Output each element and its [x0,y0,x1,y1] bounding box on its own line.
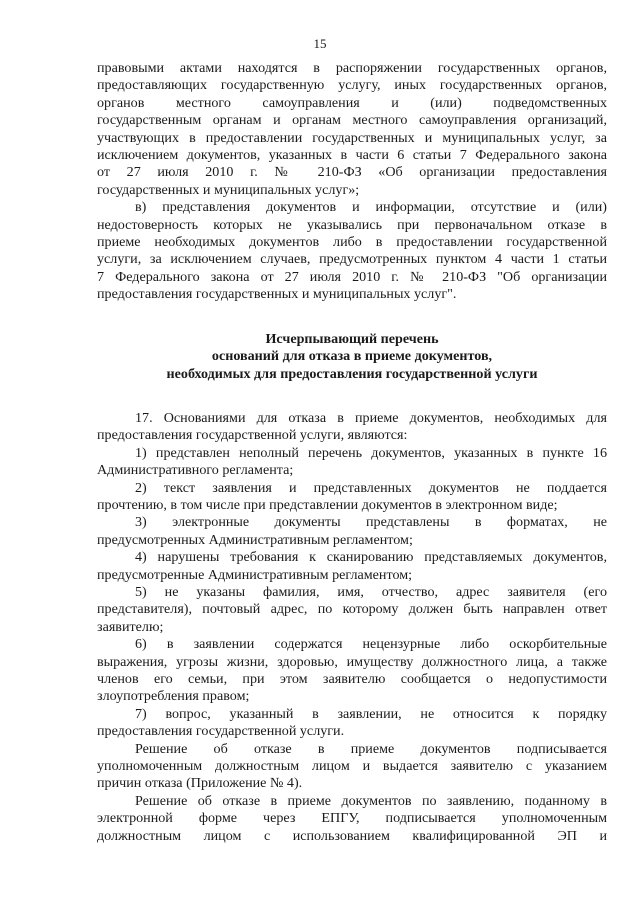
text-line: недостоверность которых не указывались при первоначальном отказе в [97,216,607,233]
section-heading [97,331,607,383]
text-line: Административного регламента; [97,462,294,479]
text-line: предусмотренные Административным регламентом; [97,566,413,583]
text-line: в) представления документов и информации, отсутствие и (или) [135,199,607,216]
text-line: членов его семьи, при этом заявителю сообщается о недопустимости [97,671,607,687]
text-line: 2) текст заявления и представленных документов не поддается [135,479,607,496]
text-line: 4) нарушены требования к сканированию представляемых документов, [135,549,607,566]
text-line: государственным органам и органам местного самоуправления организаций, [97,112,607,129]
list-item [97,480,607,515]
text-line: предоставления государственной услуги, являются: [97,427,408,444]
text-line: 3) электронные документы представлены в форматах, не [135,514,607,531]
text-line: Решение об отказе в приеме документов по заявлению, поданному в [135,792,607,809]
text-line: предоставления государственных и муниципальных услуг". [97,286,457,303]
list-item [97,514,607,549]
text-line: предусмотренных Административным регламентом; [97,531,413,548]
paragraph-continuation [97,60,607,199]
paragraph-decision-electronic [97,793,607,845]
paragraph-decision [97,741,607,793]
text-line: прочтению, в том числе при представлении документов в электронном виде; [97,496,558,513]
text-line: участвующих в предоставлении государственных и муниципальных услуг, за [97,129,607,146]
heading-line: необходимых для предоставления государственной услуги [166,365,538,382]
paragraph-v [97,199,607,303]
text-line: 1) представлен неполный перечень документов, указанных в пункте 16 [135,444,607,461]
text-line: представителя), почтовый адрес, по которому должен быть направлен ответ [97,601,607,618]
list-item [97,636,607,706]
document-body [97,60,607,845]
heading-line: Исчерпывающий перечень [265,330,439,347]
text-line: предоставляющих государственную услугу, иных государственных органов, [97,77,607,94]
text-line: заявителю; [97,618,164,635]
text-line: злоупотребления правом; [97,688,250,705]
text-line: причин отказа (Приложение № 4). [97,775,303,792]
text-line: выражения, угрозы жизни, здоровью, имуществу должностного лица, а также [97,653,607,670]
text-line: правовыми актами находятся в распоряжении государственных органов, [97,60,607,76]
paragraph-17 [97,410,607,445]
heading-line: оснований для отказа в приеме документов, [211,348,493,365]
text-line: услуги, за исключением случаев, предусмотренных пунктом 4 части 1 статьи [97,251,607,268]
text-line: государственных и муниципальных услуг»; [97,181,360,198]
text-line: исключением документов, указанных в части 6 статьи 7 Федерального закона [97,147,607,164]
list-item [97,584,607,636]
text-line: органов местного самоуправления и (или) подведомственных [97,94,607,111]
text-line: должностным лицом с использованием квалифицированной ЭП и [97,827,607,844]
page-number: 15 [313,36,327,51]
text-line: электронной форме через ЕПГУ, подписывается уполномоченным [97,810,607,827]
list-item [97,445,607,480]
text-line: приеме необходимых документов либо в предоставлении государственной [97,234,607,251]
text-line: предоставления государственной услуги. [97,723,345,740]
list-item [97,706,607,741]
list-item [97,549,607,584]
text-line: 5) не указаны фамилия, имя, отчество, адрес заявителя (его [135,583,607,600]
text-line: уполномоченным должностным лицом и выдается заявителю с указанием [97,758,607,775]
text-line: 7) вопрос, указанный в заявлении, не относится к порядку [135,705,607,722]
text-line: 6) в заявлении содержатся нецензурные либо оскорбительные [135,636,607,653]
text-line: 7 Федерального закона от 27 июля 2010 г. № 210-ФЗ "Об организации [97,268,607,285]
text-line: Решение об отказе в приеме документов подписывается [135,740,607,757]
text-line: от 27 июля 2010 г. № 210-ФЗ «Об организации предоставления [97,164,607,181]
text-line: 17. Основаниями для отказа в приеме документов, необходимых для [135,409,607,426]
